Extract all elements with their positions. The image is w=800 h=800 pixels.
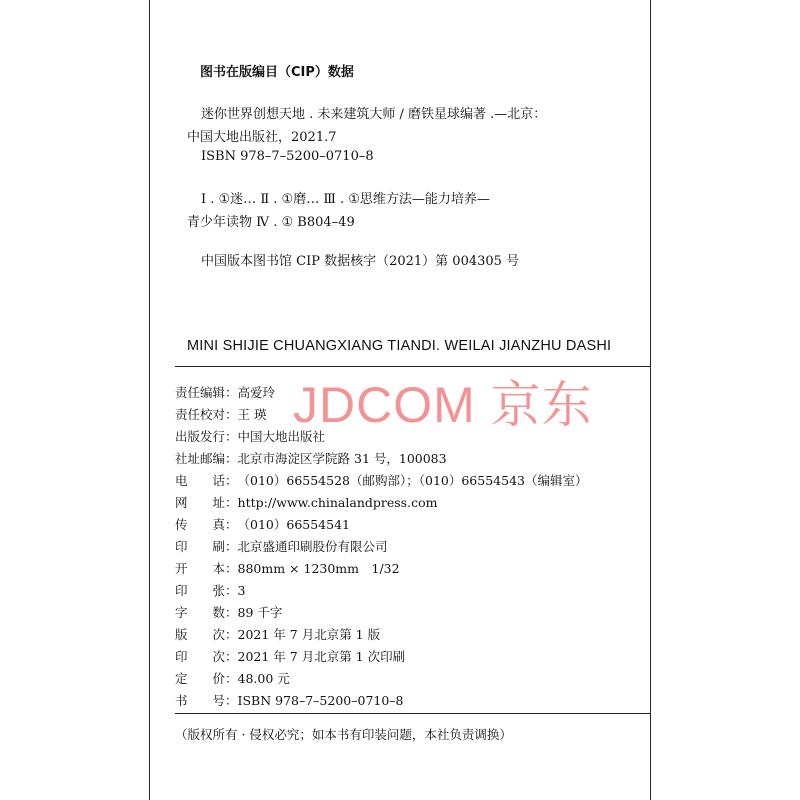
cip-line-subject: Ⅰ . ①迷… Ⅱ . ①磨… Ⅲ . ①思维方法—能力培养— bbox=[201, 192, 490, 207]
jd-watermark: JDCOM 京东 bbox=[293, 377, 593, 433]
field-publisher: 出版发行：中国大地出版社 bbox=[175, 429, 326, 444]
pinyin-title: MINI SHIJIE CHUANGXIANG TIANDI. WEILAI JIANZHU DASHI bbox=[187, 338, 612, 354]
cip-line-verification: 中国版本图书馆 CIP 数据核字（2021）第 004305 号 bbox=[201, 254, 520, 269]
cip-line-isbn: ISBN 978–7–5200–0710–8 bbox=[201, 149, 374, 164]
field-proofreader: 责任校对：王 瑛 bbox=[175, 407, 267, 422]
top-rule bbox=[175, 366, 651, 367]
field-website: 网 址：http://www.chinalandpress.com bbox=[175, 495, 438, 510]
field-phone: 电 话：（010）66554528（邮购部）；（010）66554543（编辑室） bbox=[175, 473, 588, 488]
field-wordcount: 字 数：89 千字 bbox=[175, 605, 283, 620]
cip-title: 图书在版编目（CIP）数据 bbox=[200, 65, 354, 80]
field-printing: 印 次：2021 年 7 月北京第 1 次印刷 bbox=[175, 649, 406, 664]
cip-line-classification: 青少年读物 Ⅳ . ① B804–49 bbox=[187, 215, 355, 230]
copyright-notice: （版权所有 · 侵权必究；如本书有印装问题，本社负责调换） bbox=[175, 727, 512, 742]
bottom-rule bbox=[175, 713, 651, 714]
field-address: 社址邮编：北京市海淀区学院路 31 号，100083 bbox=[175, 451, 447, 466]
field-edition: 版 次：2021 年 7 月北京第 1 版 bbox=[175, 627, 381, 642]
field-sheets: 印 张：3 bbox=[175, 583, 246, 598]
field-format: 开 本：880mm × 1230mm 1/32 bbox=[175, 561, 400, 576]
field-isbn: 书 号：ISBN 978–7–5200–0710–8 bbox=[175, 693, 404, 708]
field-editor: 责任编辑：高爱玲 bbox=[175, 385, 276, 400]
field-printer: 印 刷：北京盛通印刷股份有限公司 bbox=[175, 539, 388, 554]
cip-line-publisher: 中国大地出版社，2021.7 bbox=[187, 130, 337, 145]
field-fax: 传 真：（010）66554541 bbox=[175, 517, 350, 532]
field-price: 定 价：48.00 元 bbox=[175, 671, 290, 686]
cip-line-title: 迷你世界创想天地 . 未来建筑大师 / 磨铁星球编著 .—北京： bbox=[201, 107, 547, 122]
